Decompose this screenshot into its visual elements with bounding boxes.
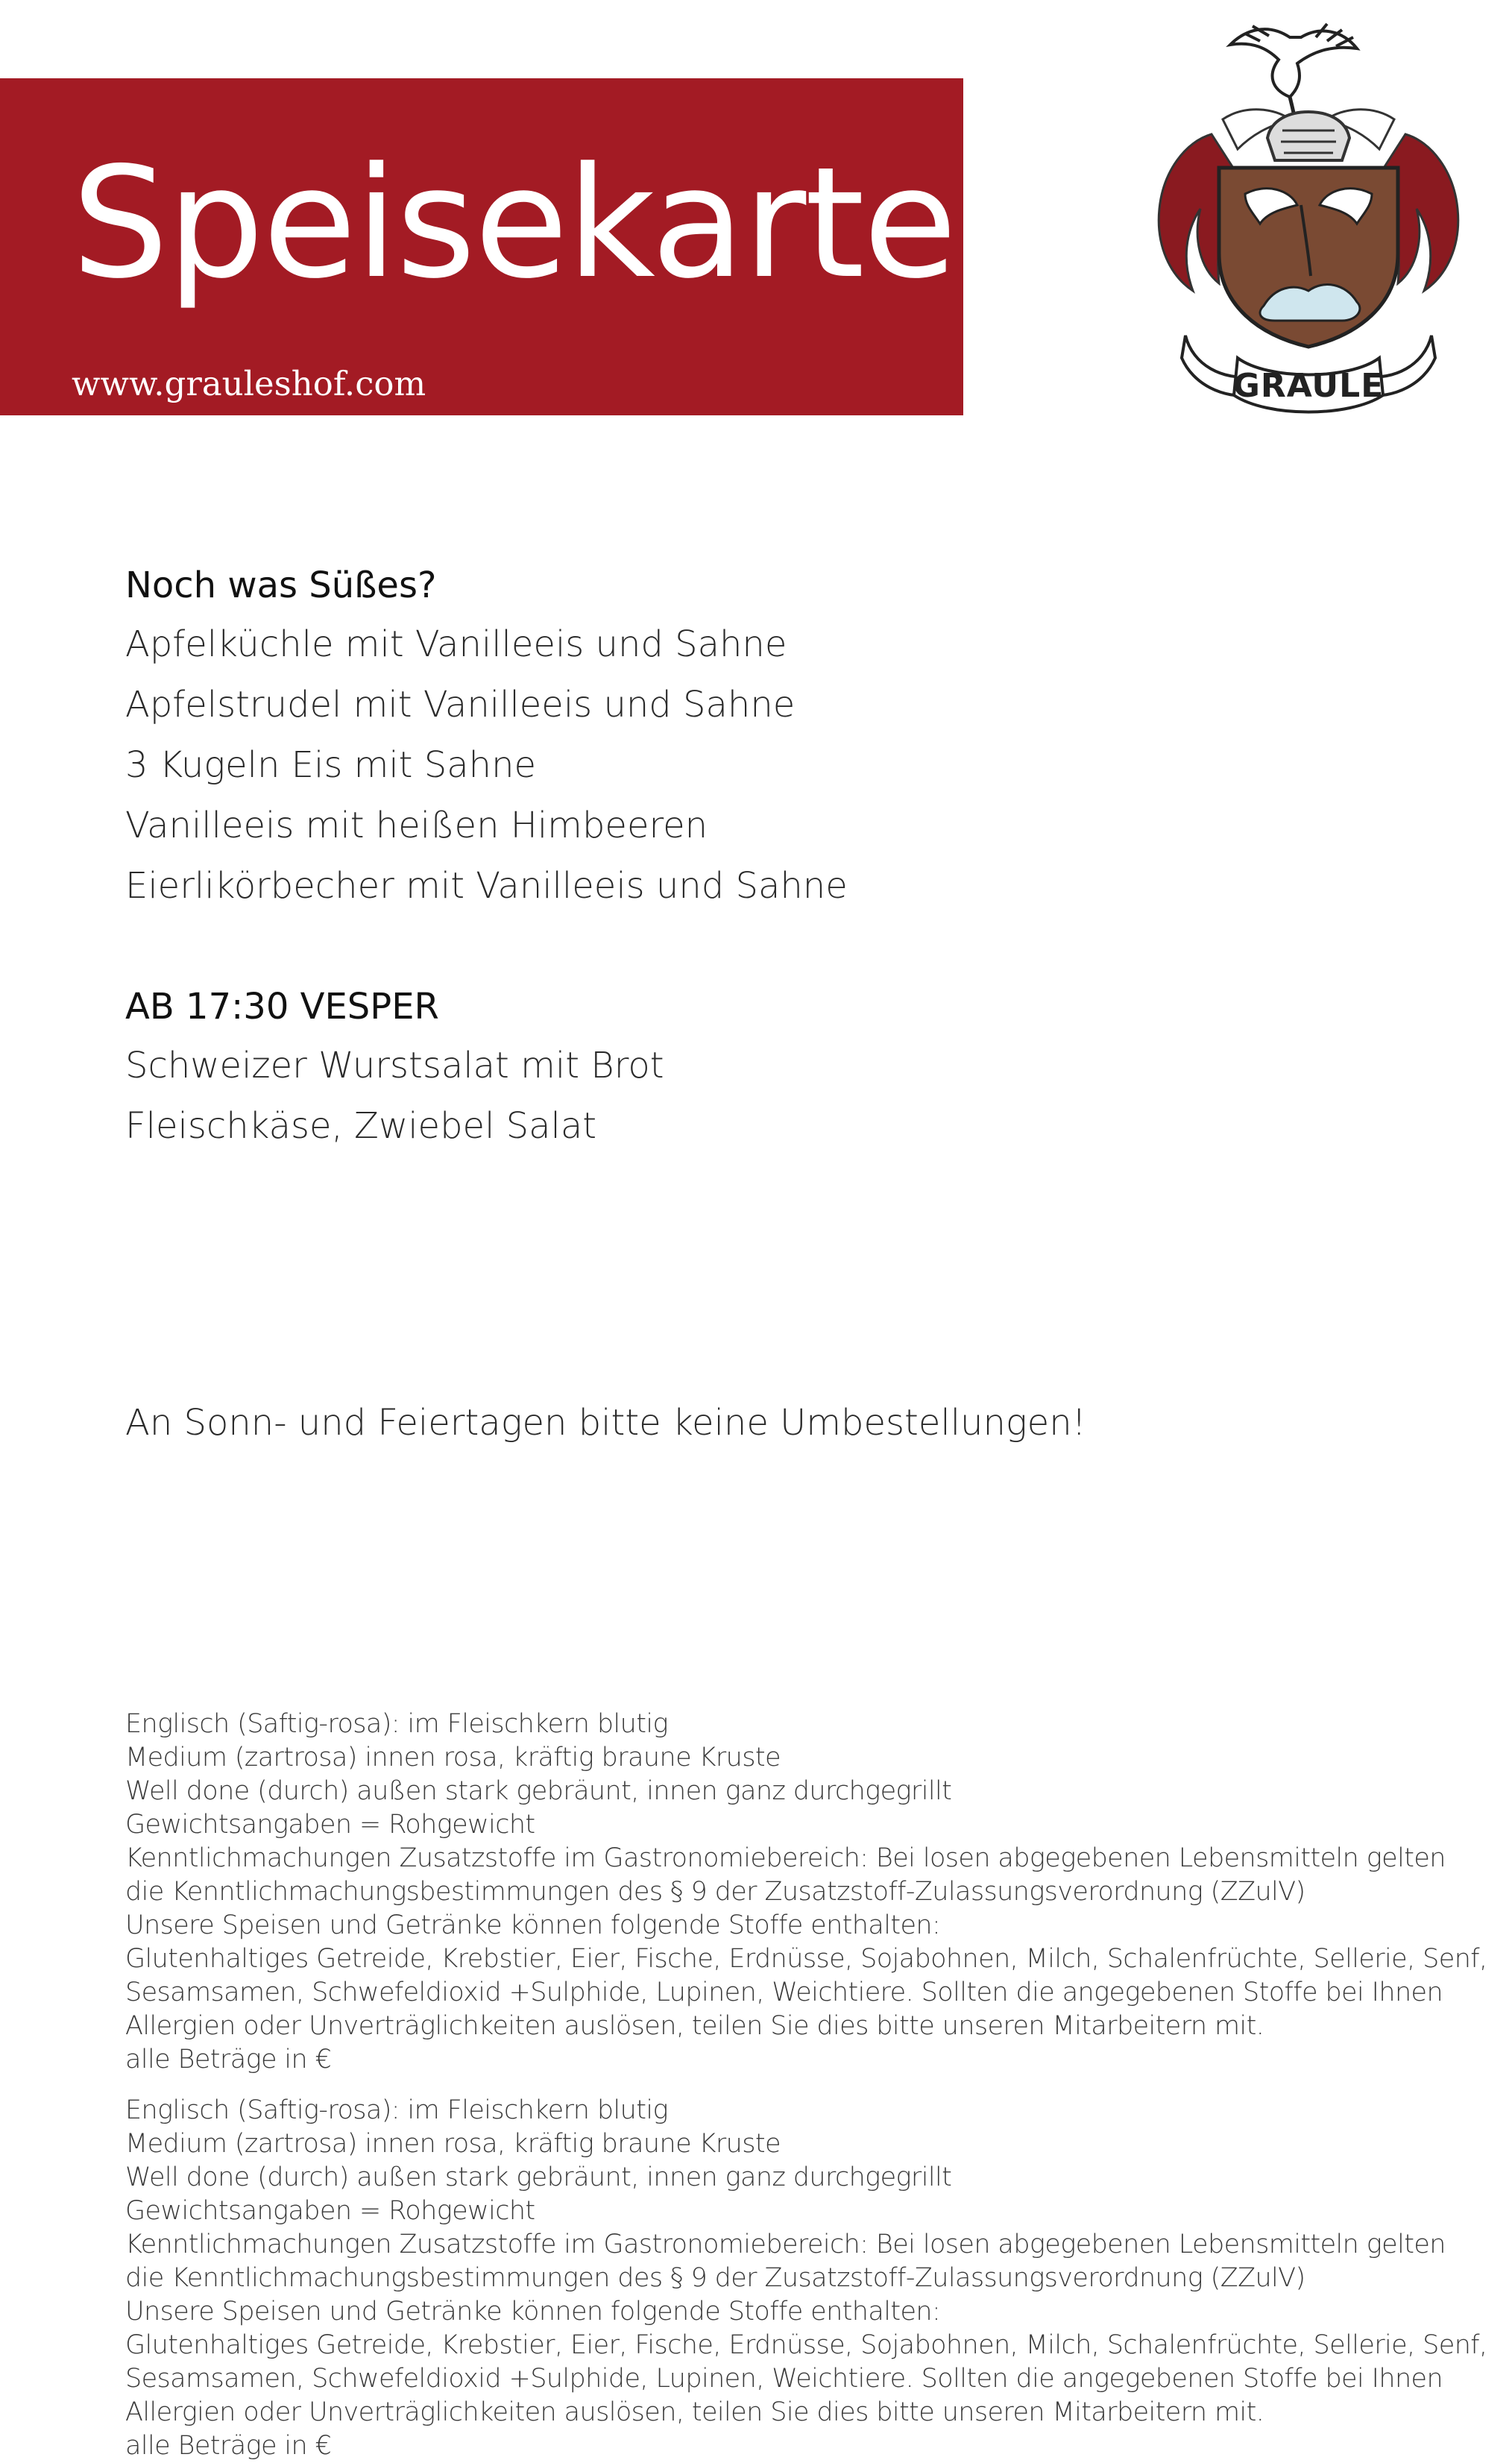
info-line: Medium (zartrosa) innen rosa, kräftig braune Kruste	[125, 2129, 781, 2159]
menu-item: Apfelstrudel mit Vanilleeis und Sahne	[125, 684, 796, 726]
menu-item: Eierlikörbecher mit Vanilleeis und Sahne	[125, 865, 848, 907]
info-line: Medium (zartrosa) innen rosa, kräftig braune Kruste	[125, 1743, 781, 1772]
menu-item: Fleischkäse, Zwiebel Salat	[125, 1105, 597, 1147]
info-line: Well done (durch) außen stark gebräunt, innen ganz durchgegrillt	[125, 2162, 952, 2192]
vesper-menu-list	[125, 1036, 664, 1157]
info-line: alle Beträge in €	[125, 2045, 332, 2074]
crest-helmet-icon	[1267, 112, 1349, 160]
info-line: Well done (durch) außen stark gebräunt, innen ganz durchgegrillt	[125, 1776, 952, 1806]
family-crest-logo	[1141, 7, 1476, 425]
section-heading-dessert: Noch was Süßes?	[125, 564, 437, 606]
info-line: Glutenhaltiges Getreide, Krebstier, Eier, Fische, Erdnüsse, Sojabohnen, Milch, Schalenfrüchte, Sellerie, Senf,	[125, 1944, 1487, 1974]
dessert-menu-list	[125, 614, 848, 916]
info-line: Englisch (Saftig-rosa): im Fleischkern blutig	[125, 1709, 668, 1739]
website-link[interactable]: www.grauleshof.com	[72, 364, 426, 403]
info-line: Glutenhaltiges Getreide, Krebstier, Eier, Fische, Erdnüsse, Sojabohnen, Milch, Schalenfrüchte, Sellerie, Senf,	[125, 2330, 1487, 2360]
menu-item: Vanilleeis mit heißen Himbeeren	[125, 805, 708, 846]
section-heading-vesper: AB 17:30 VESPER	[125, 986, 439, 1028]
svg-text:GRAULE: GRAULE	[1232, 367, 1385, 405]
menu-item: Apfelküchle mit Vanilleeis und Sahne	[125, 623, 787, 665]
info-line: Englisch (Saftig-rosa): im Fleischkern blutig	[125, 2095, 668, 2125]
info-line: Unsere Speisen und Getränke können folgende Stoffe enthalten:	[125, 2297, 941, 2327]
info-line: Kenntlichmachungen Zusatzstoffe im Gastronomiebereich: Bei losen abgegebenen Lebensmitteln gelten	[125, 1843, 1446, 1873]
info-line: Sesamsamen, Schwefeldioxid +Sulphide, Lupinen, Weichtiere. Sollten die angegebenen Stoffe bei Ihnen	[125, 2364, 1443, 2394]
menu-item: 3 Kugeln Eis mit Sahne	[125, 744, 537, 786]
info-line: die Kenntlichmachungsbestimmungen des § 9 der Zusatzstoff-Zulassungsverordnung (ZZulV)	[125, 1877, 1305, 1907]
info-line: Allergien oder Unverträglichkeiten auslösen, teilen Sie dies bitte unseren Mitarbeitern mit.	[125, 2011, 1264, 2041]
info-line: Gewichtsangaben = Rohgewicht	[125, 1810, 535, 1840]
menu-item: Schweizer Wurstsalat mit Brot	[125, 1045, 664, 1086]
info-line: die Kenntlichmachungsbestimmungen des § 9 der Zusatzstoff-Zulassungsverordnung (ZZulV)	[125, 2263, 1305, 2293]
info-line: Sesamsamen, Schwefeldioxid +Sulphide, Lupinen, Weichtiere. Sollten die angegebenen Stoffe bei Ihnen	[125, 1978, 1443, 2007]
info-line: Kenntlichmachungen Zusatzstoffe im Gastronomiebereich: Bei losen abgegebenen Lebensmitteln gelten	[125, 2230, 1446, 2259]
allergen-info-block	[125, 1708, 1497, 2077]
info-line: Allergien oder Unverträglichkeiten auslösen, teilen Sie dies bitte unseren Mitarbeitern mit.	[125, 2397, 1264, 2427]
info-line: Gewichtsangaben = Rohgewicht	[125, 2196, 535, 2226]
holiday-notice: An Sonn- und Feiertagen bitte keine Umbestellungen!	[125, 1402, 1086, 1444]
crest-shield-icon	[1219, 168, 1398, 347]
info-line: alle Beträge in €	[125, 2431, 332, 2461]
page-title: Speisekarte	[72, 135, 956, 312]
allergen-info-block	[125, 2094, 1497, 2463]
info-line: Unsere Speisen und Getränke können folgende Stoffe enthalten:	[125, 1910, 941, 1940]
